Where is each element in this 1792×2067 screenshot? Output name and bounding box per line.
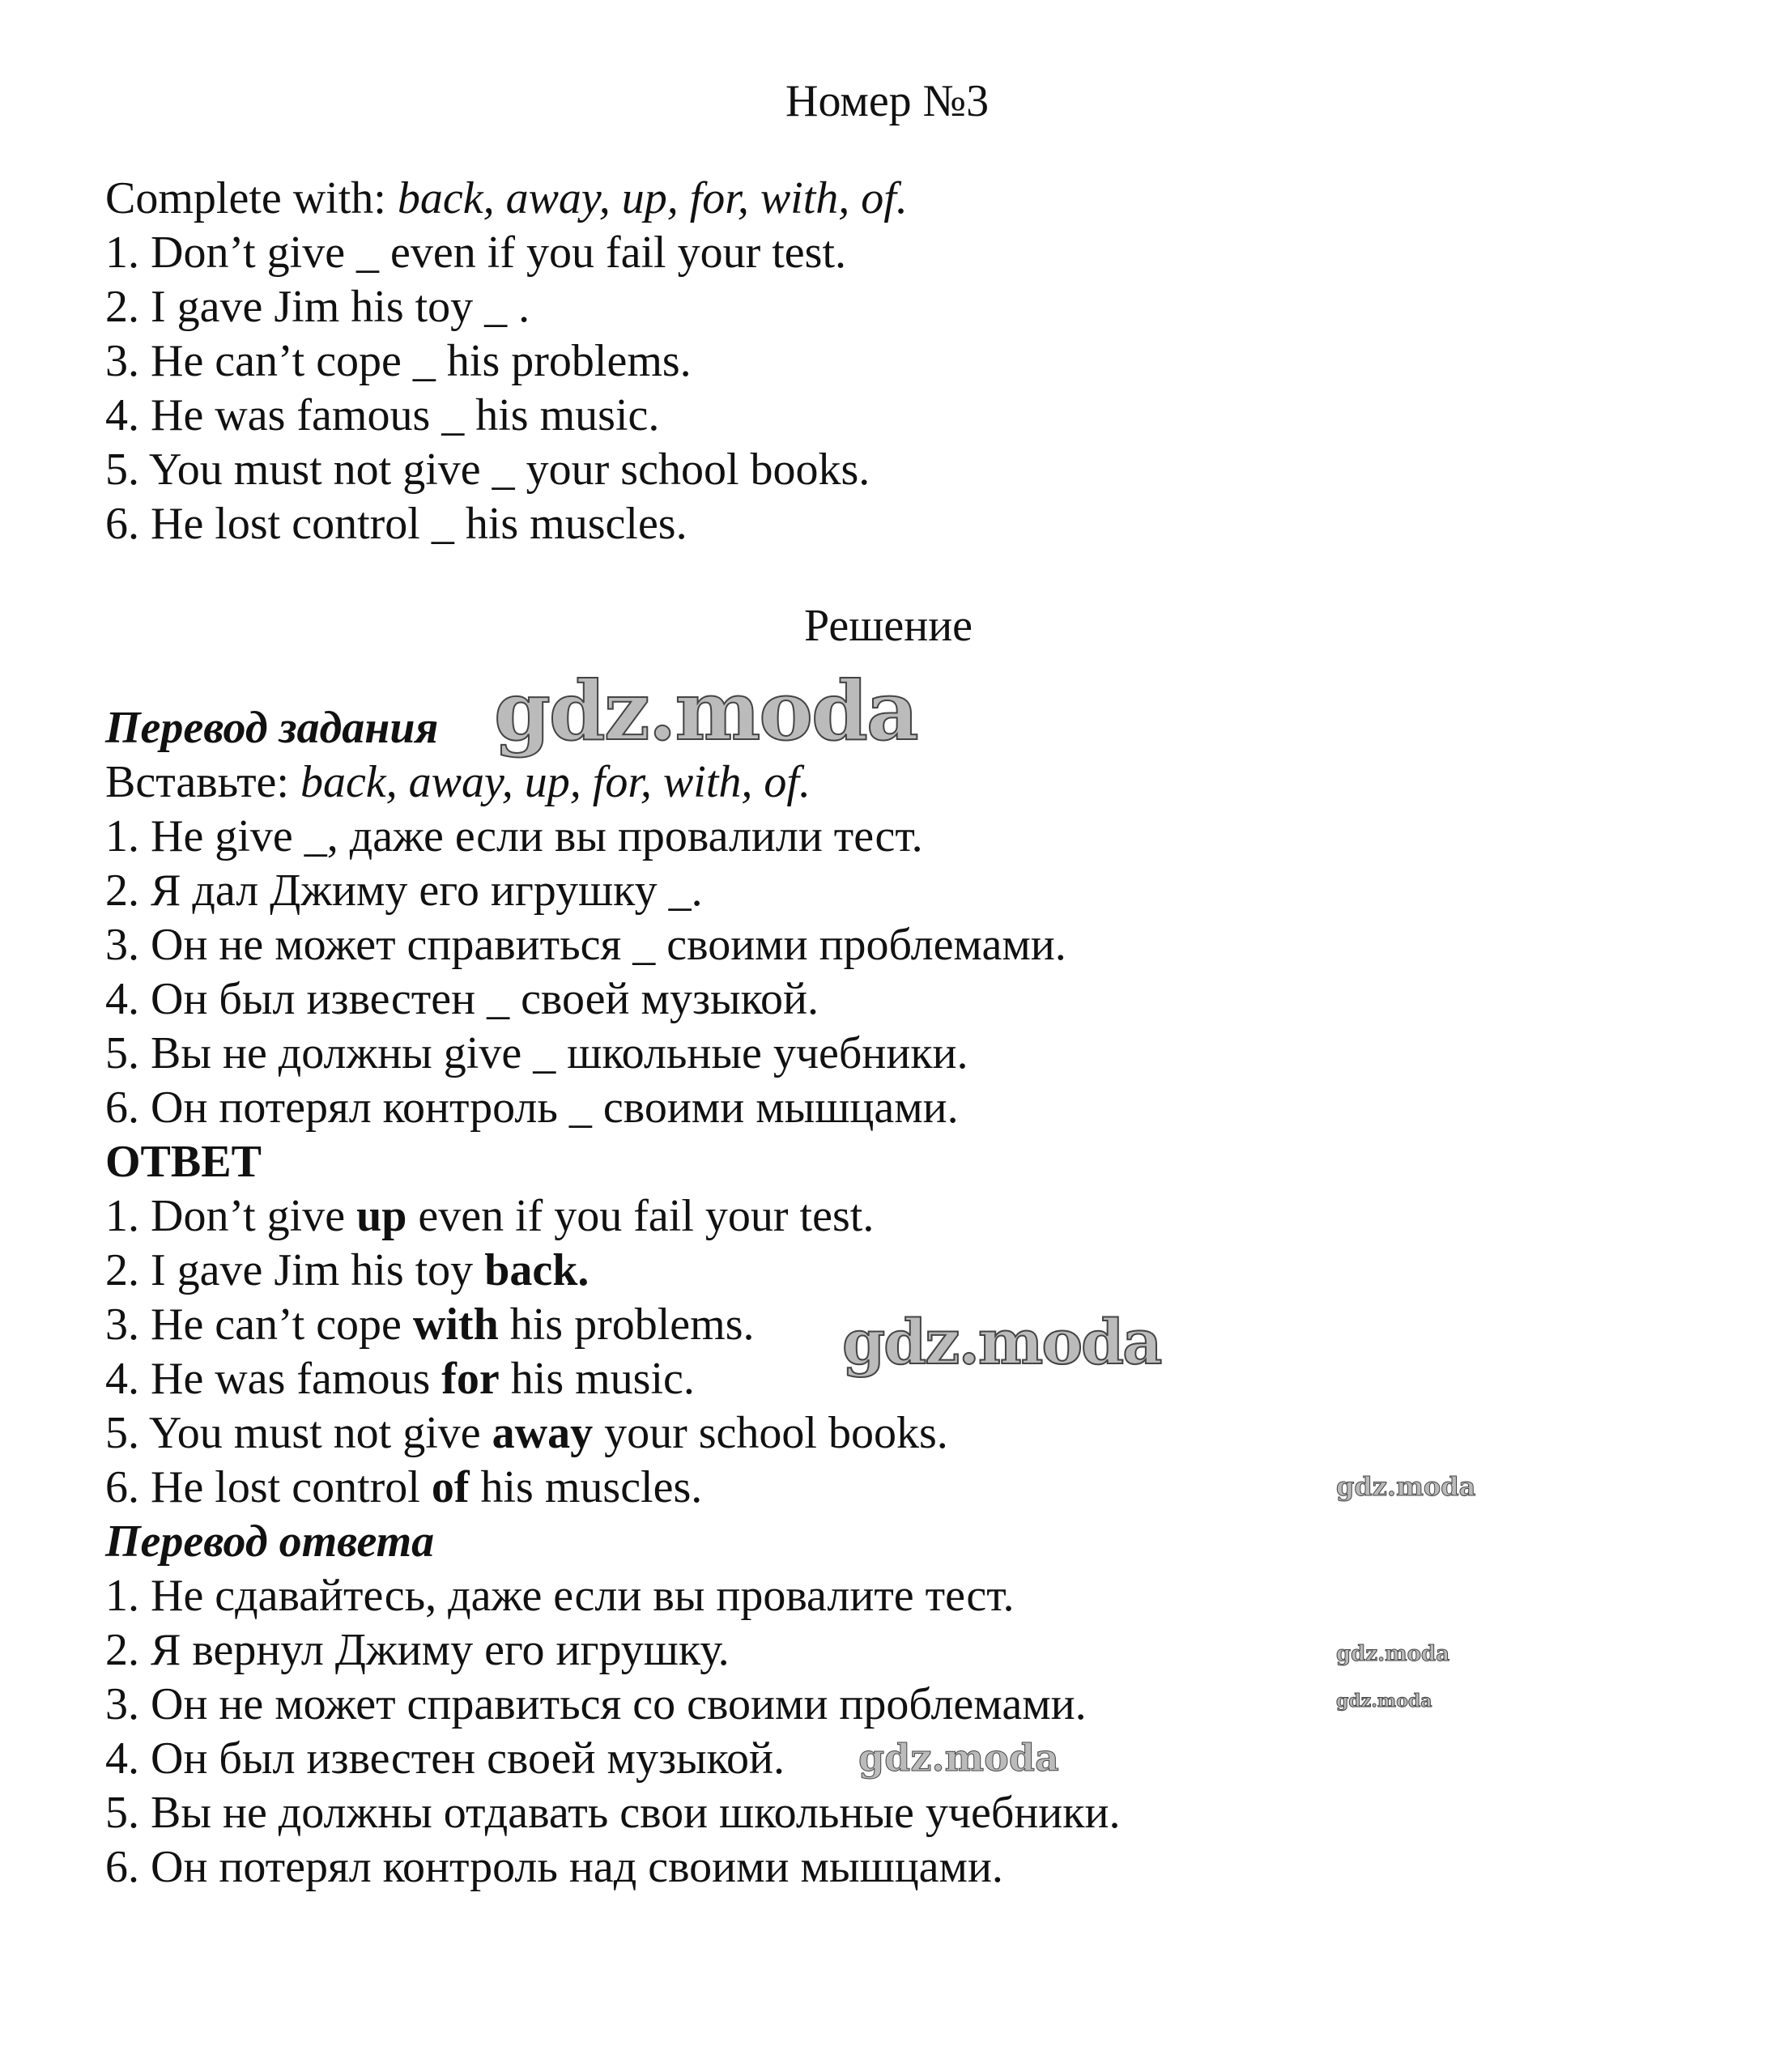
task-item: 3. He can’t cope _ his problems.	[105, 336, 692, 386]
answer-text: your school books.	[593, 1408, 948, 1458]
translation-item: 6. Он потерял контроль _ своими мышцами.	[105, 1082, 959, 1133]
answer-text: his problems.	[498, 1299, 755, 1350]
answer-translation-heading: Перевод ответа	[105, 1516, 435, 1567]
task-item: 5. You must not give _ your school books.	[105, 444, 870, 495]
answer-word: away	[492, 1408, 594, 1458]
watermark: gdz.moda	[494, 663, 917, 759]
answer-text: 2. I gave Jim his toy	[105, 1245, 485, 1295]
answer-word: for	[441, 1354, 500, 1404]
answer-text: 4. He was famous	[105, 1354, 442, 1404]
translation-item: 4. Он был известен _ своей музыкой.	[105, 974, 819, 1024]
prompt-label: Complete with:	[105, 173, 386, 223]
watermark: gdz.moda	[842, 1306, 1161, 1378]
answer-translation-item: 4. Он был известен своей музыкой.	[105, 1733, 785, 1784]
answer-translation-item: 3. Он не может справиться со своими проблемами.	[105, 1679, 1087, 1729]
task-item: 4. He was famous _ his music.	[105, 390, 660, 440]
answer-item	[105, 1406, 1120, 1461]
translation-prompt	[105, 755, 1120, 810]
prompt-label: Вставьте:	[105, 757, 289, 807]
answer-heading: ОТВЕТ	[105, 1137, 262, 1187]
answer-text: his muscles.	[469, 1462, 703, 1512]
answer-text: his music.	[499, 1354, 695, 1404]
answer-word: back.	[484, 1245, 590, 1295]
watermark: gdz.moda	[1336, 1691, 1432, 1712]
watermark: gdz.moda	[1336, 1642, 1450, 1666]
translation-item: 2. Я дал Джиму его игрушку _.	[105, 866, 703, 916]
answer-translation-item: 6. Он потерял контроль над своими мышцами.	[105, 1842, 1003, 1892]
prompt-words: back, away, up, for, with, of.	[397, 173, 908, 223]
translation-item: 1. Не give _, даже если вы провалили тест.	[105, 811, 923, 861]
translation-item: 3. Он не может справиться _ своими проблемами.	[105, 920, 1066, 970]
answer-text: 1. Don’t give	[105, 1191, 357, 1241]
task-item: 1. Don’t give _ even if you fail your test.	[105, 228, 847, 278]
translation-heading: Перевод задания	[105, 703, 439, 753]
watermark: gdz.moda	[858, 1736, 1059, 1780]
answer-item	[105, 1461, 1120, 1515]
translation-item: 5. Вы не должны give _ школьные учебники.	[105, 1028, 968, 1078]
answer-translation-item: 5. Вы не должны отдавать свои школьные учебники.	[105, 1788, 1121, 1838]
answer-word: of	[431, 1462, 470, 1512]
answer-translation-item: 1. Не сдавайтесь, даже если вы провалите тест.	[105, 1571, 1015, 1621]
answer-item	[105, 1244, 1120, 1298]
answer-text: 3. He can’t cope	[105, 1299, 413, 1350]
solution-block	[105, 701, 1120, 1895]
task-block	[105, 172, 908, 551]
answer-item	[105, 1189, 1120, 1244]
answer-text: 6. He lost control	[105, 1462, 432, 1512]
prompt-words: back, away, up, for, with, of.	[300, 757, 811, 807]
answer-translation-item: 2. Я вернул Джиму его игрушку.	[105, 1625, 730, 1675]
answer-word: up	[356, 1191, 407, 1241]
task-prompt	[105, 172, 908, 226]
task-item: 2. I gave Jim his toy _ .	[105, 282, 530, 332]
answer-text: 5. You must not give	[105, 1408, 492, 1458]
answer-word: with	[412, 1299, 499, 1350]
solution-heading: Решение	[804, 601, 973, 651]
answer-text: even if you fail your test.	[406, 1191, 875, 1241]
watermark: gdz.moda	[1336, 1471, 1476, 1502]
page-title: Номер №3	[785, 76, 990, 126]
task-item: 6. He lost control _ his muscles.	[105, 499, 687, 549]
